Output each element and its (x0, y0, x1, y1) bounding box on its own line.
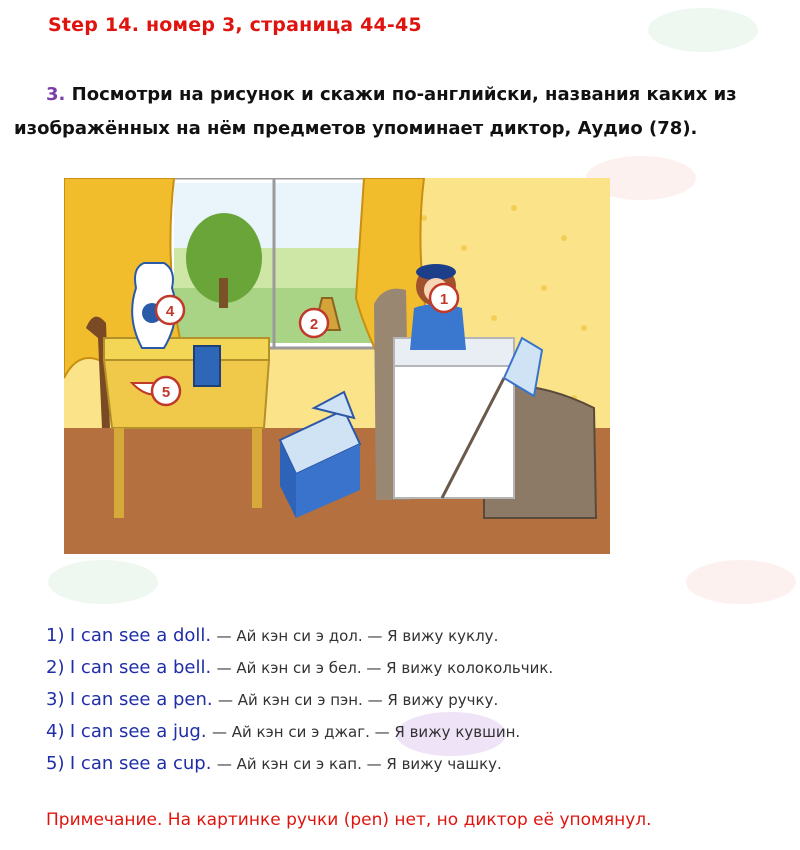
answer-transcription: — Ай кэн си э бел. — Я вижу колокольчик. (216, 659, 554, 677)
watermark (48, 560, 158, 604)
page-heading (48, 14, 422, 36)
answer-item (46, 620, 786, 652)
marker-1-label: 1 (439, 291, 449, 308)
answer-list (46, 620, 786, 780)
marker-1 (430, 284, 458, 312)
answer-transcription: — Ай кэн си э пэн. — Я вижу ручку. (218, 691, 499, 709)
answer-item (46, 716, 786, 748)
answer-transcription: — Ай кэн си э джаг. — Я вижу кувшин. (211, 723, 521, 741)
answer-item (46, 684, 786, 716)
answer-number: 2) (46, 657, 65, 678)
note-text: Примечание. На картинке ручки (pen) нет, но диктор её упомянул. (46, 810, 652, 830)
marker-4-label: 4 (165, 303, 175, 320)
task-instruction: Посмотри на рисунок и скажи по-английски, названия каких из изображённых на нём предметов упоминает диктор, Аудио (78). (14, 84, 737, 139)
answer-transcription: — Ай кэн си э кап. — Я вижу чашку. (216, 755, 502, 773)
answer-number: 1) (46, 625, 65, 646)
watermark (686, 560, 796, 604)
heading-page: номер 3, страница 44-45 (145, 14, 422, 36)
task-text (14, 78, 774, 146)
marker-2-label: 2 (309, 316, 319, 333)
answer-english: I can see a pen. (69, 689, 213, 710)
room-illustration (64, 178, 610, 554)
answer-item (46, 748, 786, 780)
answer-english: I can see a bell. (69, 657, 212, 678)
marker-4 (156, 296, 184, 324)
answer-number: 5) (46, 753, 65, 774)
marker-2 (300, 309, 328, 337)
answer-item (46, 652, 786, 684)
watermark (648, 8, 758, 52)
answer-number: 3) (46, 689, 65, 710)
answer-transcription: — Ай кэн си э дол. — Я вижу куклу. (216, 627, 499, 645)
marker-5 (152, 377, 180, 405)
answer-english: I can see a jug. (69, 721, 207, 742)
answer-english: I can see a doll. (69, 625, 212, 646)
marker-5-label: 5 (161, 384, 171, 401)
answer-number: 4) (46, 721, 65, 742)
heading-step: Step 14. (48, 14, 140, 36)
answer-english: I can see a cup. (69, 753, 212, 774)
task-number: 3. (46, 84, 66, 105)
